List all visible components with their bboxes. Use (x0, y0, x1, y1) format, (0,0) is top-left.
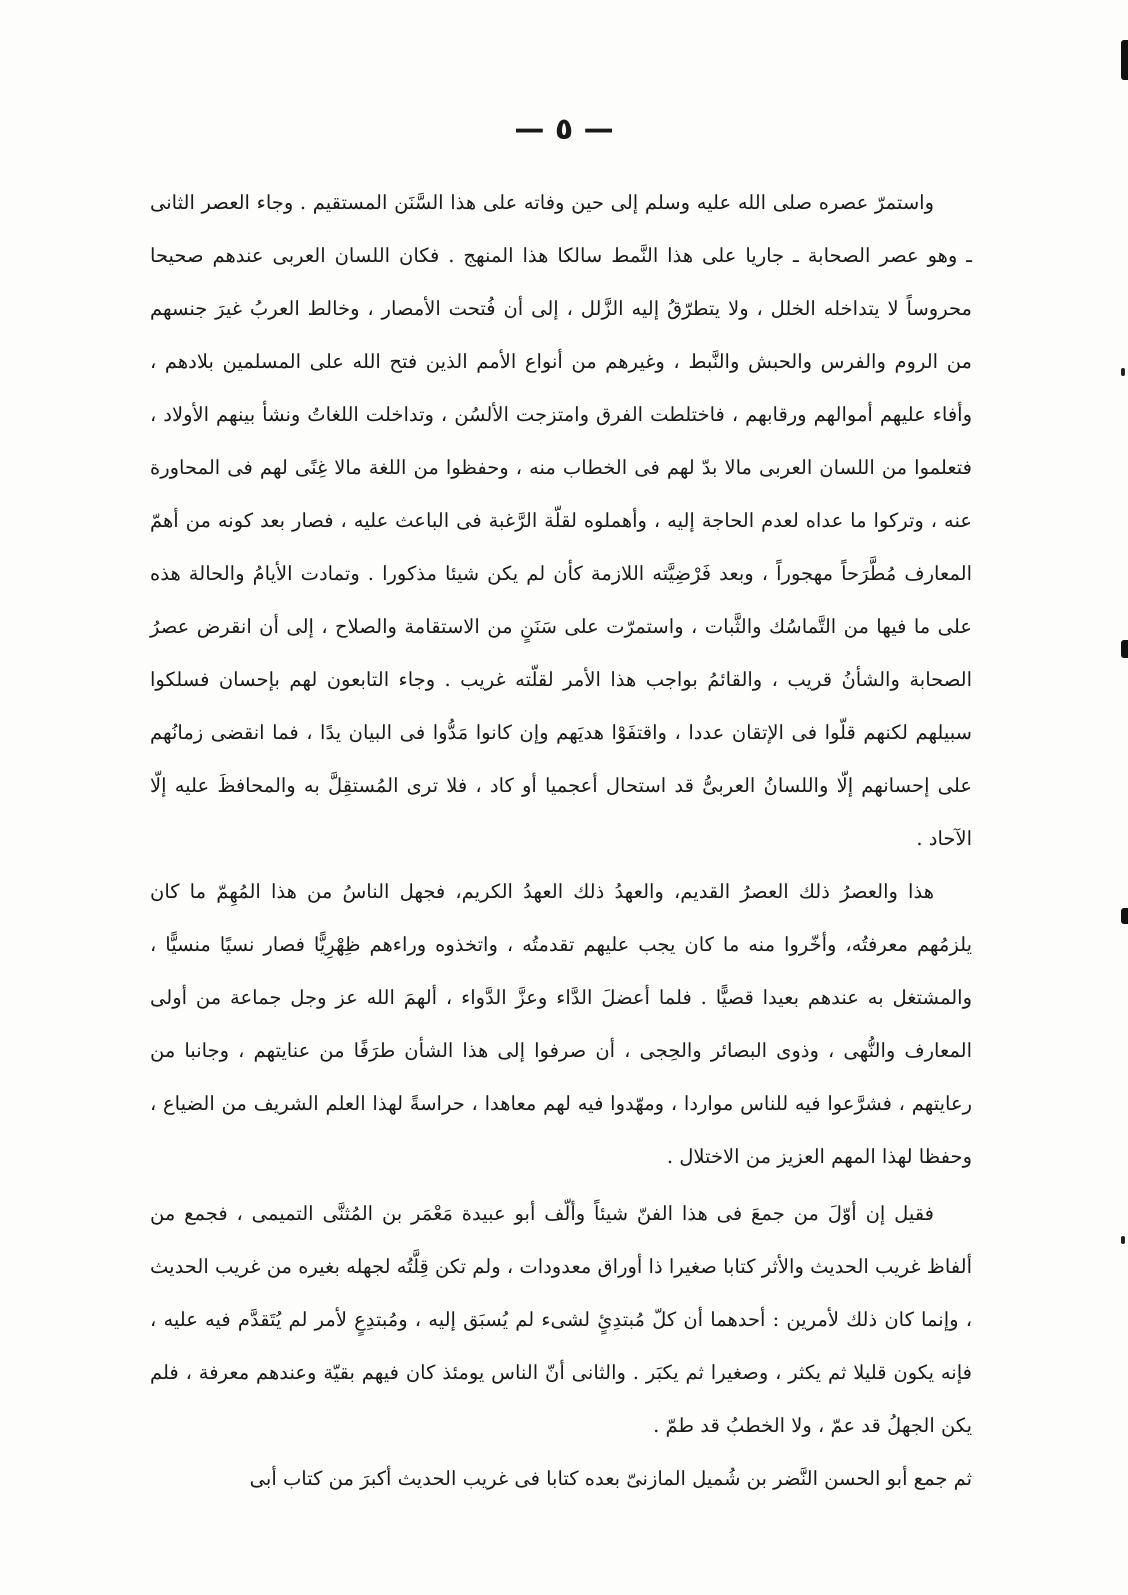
body-text (150, 176, 972, 1505)
binding-mark (1121, 640, 1128, 658)
paragraph-2: هذا والعصرُ ذلك العصرُ القديم، والعهدُ ذلك العهدُ الكريم، فجهل الناسُ من هذا المُهِمّ ما كان يلزمُهم معرفتُه، وأخّروا منه ما كان يجب عليهم تقدمتُه ، واتخذوه وراءهم ظِهْرِيًّا فصار نسيًا منسيًّا ، والمشتغل به عندهم بعيدا قصيًّا . فلما أعضلَ الدَّاء وعزَّ الدَّواء ، ألهمَ الله عز وجل جماعة من أولى المعارف والنُّهى ، وذوى البصائر والحِجى ، أن صرفوا إلى هذا الشأن طرَفًا من عنايتهم ، وجانبا من رعايتهم ، فشرَّعوا فيه للناس مواردا ، ومهّدوا فيه لهم معاهدا ، حراسةً لهذا العلم الشريف من الضياع ، وحفظا لهذا المهم العزيز من الاختلال . (150, 880, 972, 1168)
paragraph-3: فقيل إن أوّلَ من جمعَ فى هذا الفنّ شيئاً وألّف أبو عبيدة مَعْمَر بن المُثنَّى التميمى ، فجمع من ألفاظ غريب الحديث والأثر كتابا صغيرا ذا أوراق معدودات ، ولم تكن قِلَّتُه لجهله بغيره من غريب الحديث ، وإنما كان ذلك لأمرين : أحدهما أن كلّ مُبتدِئٍ لشىء لم يُسبَق إليه ، ومُبتدِعٍ لأمر لم يُتَقدَّم فيه عليه ، فإنه يكون قليلا ثم يكثر ، وصغيرا ثم يكبَر . والثانى أنّ الناس يومئذ كان فيهم بقيّة وعندهم معرفة ، فلم يكن الجهلُ قد عمّ ، ولا الخطبُ قد طمّ . (150, 1202, 972, 1437)
paragraph-4: ثم جمع أبو الحسن النَّضر بن شُميل المازنىّ بعده كتابا فى غريب الحديث أكبرَ من كتاب أبى (249, 1467, 972, 1490)
binding-mark (1121, 908, 1128, 924)
binding-mark (1121, 368, 1125, 376)
binding-mark (1121, 40, 1128, 80)
paragraph-1: واستمرّ عصره صلى الله عليه وسلم إلى حين وفاته على هذا السَّنَن المستقيم . وجاء العصر الثانى ـ وهو عصر الصحابة ـ جاريا على هذا النَّمط سالكا هذا المنهج . فكان اللسان العربى عندهم صحيحا محروساً لا يتداخله الخلل ، ولا يتطرّقُ إليه الزَّلل ، إلى أن فُتحت الأمصار ، وخالط العربُ غيرَ جنسهم من الروم والفرس والحبش والنَّبط ، وغيرهم من أنواع الأمم الذين فتح الله على المسلمين بلادهم ، وأفاء عليهم أموالهم ورقابهم ، فاختلطت الفرق وامتزجت الألسُن ، وتداخلت اللغاتُ ونشأ بينهم الأولاد ، فتعلموا من اللسان العربى مالا بدّ لهم فى الخطاب منه ، وحفظوا من اللغة مالا غِنًى لهم فى المحاورة عنه ، وتركوا ما عداه لعدم الحاجة إليه ، وأهملوه لقلّة الرَّغبة فى الباعث عليه ، فصار بعد كونه من أهمّ المعارف مُطَّرَحاً مهجوراً ، وبعد فَرْضِيَّته اللازمة كأن لم يكن شيئا مذكورا . وتمادت الأيامُ والحالة هذه على ما فيها من التَّماسُك والثَّبات ، واستمرّت على سَنَنٍ من الاستقامة والصلاح ، إلى أن انقرض عصرُ الصحابة والشأنُ قريب ، والقائمُ بواجب هذا الأمر لقلّته غريب . وجاء التابعون لهم بإحسان فسلكوا سبيلهم لكنهم قلّوا فى الإتقان عددا ، واقتفَوْا هديَهم وإن كانوا مَدُّوا فى البيان يدًا ، فما انقضى زمانُهم على إحسانهم إلّا واللسانُ العربىُّ قد استحال أعجميا أو كاد ، فلا ترى المُستقِلَّ به والمحافظَ عليه إلّا الآحاد . (150, 191, 972, 850)
binding-mark (1121, 1236, 1125, 1244)
page-number: — ٥ — (514, 112, 614, 147)
